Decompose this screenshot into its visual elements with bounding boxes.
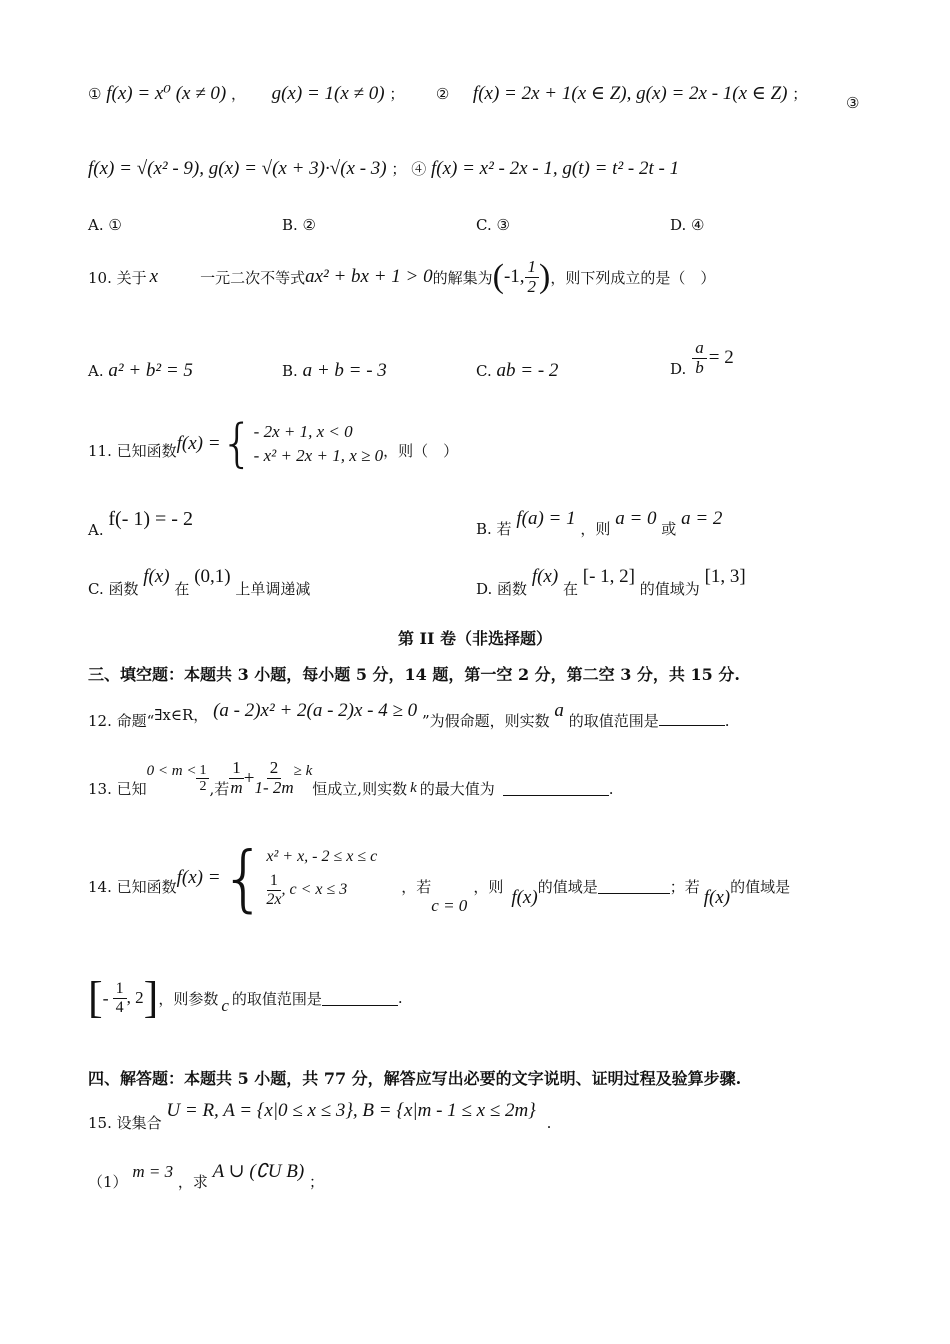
label: A.: [88, 521, 104, 539]
paren-right: ): [539, 258, 551, 296]
q10-mid: 一元二次不等式: [200, 268, 306, 287]
text: 的值域是: [730, 877, 791, 896]
label: D.: [670, 360, 687, 378]
q15-stem: [88, 1100, 552, 1132]
q14-f: f(x) =: [176, 867, 221, 888]
frac: [229, 759, 244, 797]
section-2-title: 第 II 卷（非选择题）: [397, 629, 553, 648]
q9-option-4-f: f(x) = x² - 2x - 1,: [430, 158, 558, 179]
q15-part-1-label: （1）: [88, 1173, 128, 1191]
label: C. 函数: [88, 580, 139, 598]
text: 的取值范围是: [231, 989, 322, 1008]
answer-blank[interactable]: [322, 991, 398, 1006]
frac: [196, 763, 209, 795]
separator: ；: [391, 160, 407, 178]
q13-prefix: 13. 已知: [88, 780, 147, 798]
text: 的值域是: [537, 877, 598, 896]
q9-choice-c: C. ③: [476, 216, 510, 234]
q9-option-3-g: g(x) = √(x + 3)·√(x - 3): [208, 158, 387, 179]
bracket-right: ]: [143, 973, 159, 1022]
text: ，则: [580, 520, 611, 538]
q11-suffix: ，则（ ）: [383, 441, 459, 460]
text: 上单调递减: [235, 580, 311, 598]
q9-option-2-g: g(x) = 2x - 1(x ∈ Z): [636, 83, 788, 104]
expr: a² + b² = 5: [108, 360, 193, 381]
q9-option-1-mark: ①: [88, 85, 102, 103]
q10-choice-a: [88, 360, 193, 382]
q13-cond: 0 < m <: [146, 763, 197, 779]
q14-line-2: [88, 973, 403, 1022]
answer-blank[interactable]: [659, 711, 725, 726]
separator: ；: [389, 85, 405, 103]
frac-num: 1: [229, 759, 244, 779]
q10-var: x: [149, 266, 159, 288]
frac: [692, 339, 707, 377]
cases: [254, 420, 383, 468]
q11-choice-c: [88, 566, 311, 598]
q13-mid: ,若: [209, 780, 230, 798]
text: 在: [562, 580, 578, 598]
q10-suffix: ，则下列成立的是（ ）: [550, 268, 716, 287]
q12-prefix: 12. 命题“: [88, 712, 155, 730]
case-2: [266, 872, 377, 908]
separator: ；: [792, 85, 808, 103]
q14-cond: c = 0: [431, 896, 468, 915]
case-1: x² + x, - 2 ≤ x ≤ c: [266, 847, 378, 865]
frac-den: 4: [115, 998, 124, 1016]
q10-inequality: ax² + bx + 1 > 0: [305, 266, 433, 288]
period: .: [608, 779, 614, 798]
q11-prefix: 11. 已知函数: [88, 441, 177, 460]
q11-choice-b: [476, 508, 723, 538]
period: .: [397, 989, 403, 1007]
expr: , 2: [126, 988, 144, 1007]
label: C.: [476, 362, 492, 380]
q13-stem: [88, 758, 614, 799]
frac: [113, 980, 127, 1016]
q12-expr: (a - 2)x² + 2(a - 2)x - 4 ≥ 0: [213, 700, 418, 721]
q13-geq: ≥ k: [293, 763, 313, 779]
frac-den: m: [230, 778, 243, 797]
answer-blank[interactable]: [503, 781, 609, 796]
expr: f(x): [703, 887, 731, 908]
q9-option-1-g: g(x) = 1(x ≠ 0): [271, 83, 385, 104]
text: ，求: [177, 1173, 208, 1191]
minus: -: [102, 987, 109, 1008]
q9-option-2-mark: ②: [435, 85, 450, 103]
frac-num: 1: [267, 872, 281, 891]
q9-option-line-2: [88, 158, 679, 180]
frac-den: 2x: [266, 890, 282, 908]
text: ，若: [401, 877, 432, 896]
q10-choice-d: [670, 338, 734, 378]
q9-choice-a: A. ①: [88, 216, 122, 234]
q10-after: 的解集为: [432, 268, 493, 287]
q9-choice-d: D. ④: [670, 216, 705, 234]
expr: a = 0: [615, 508, 657, 529]
q11-choice-d: [476, 566, 746, 598]
expr: f(x): [143, 566, 170, 587]
frac: [266, 872, 281, 908]
frac-den: 1- 2m: [254, 778, 294, 797]
q13-suffix: 的最大值为: [419, 780, 495, 798]
q14-stem: [88, 836, 791, 920]
case-2-rest: , c < x ≤ 3: [281, 881, 348, 898]
q10-prefix: 10. 关于: [88, 268, 147, 287]
expr: [1, 3]: [704, 566, 746, 587]
q9-option-2-f: f(x) = 2x + 1(x ∈ Z),: [472, 83, 632, 104]
q10-choice-c: [476, 360, 558, 382]
period: .: [546, 1114, 552, 1132]
text: ；若: [669, 877, 700, 896]
q13-after: 恒成立,则实数: [312, 780, 408, 798]
expr: a = 2: [681, 508, 723, 529]
separator: ，: [231, 85, 247, 103]
label: B. 若: [476, 520, 512, 538]
q12-var: a: [554, 700, 564, 721]
text: ，则: [473, 877, 504, 896]
text: 在: [174, 580, 190, 598]
frac-num: 2: [267, 759, 282, 779]
text: 或: [661, 520, 677, 538]
q14-prefix: 14. 已知函数: [88, 877, 177, 896]
section-3-heading: 三、填空题：本题共 3 小题，每小题 5 分，14 题，第一空 2 分，第二空 3 分，共 15 分.: [88, 665, 740, 684]
section-4-heading: 四、解答题：本题共 5 小题，共 77 分，解答应写出必要的文字说明、证明过程及验算步骤.: [88, 1069, 742, 1088]
frac-den: b: [695, 357, 704, 377]
q9-option-3-f: f(x) = √(x² - 9),: [88, 158, 204, 179]
q13-var: k: [410, 780, 417, 796]
brace-icon: {: [220, 414, 254, 474]
q12-suffix: 的取值范围是: [568, 712, 659, 730]
expr: m = 3: [132, 1162, 174, 1181]
case-1: - 2x + 1, x < 0: [253, 422, 353, 442]
label: B.: [282, 362, 298, 380]
q11-stem: [88, 414, 459, 474]
q12-exists: ∃x∈R，: [154, 706, 209, 724]
var: c: [221, 996, 229, 1015]
expr: a + b = - 3: [302, 360, 387, 381]
q15-part-1: [88, 1160, 324, 1191]
q9-option-1-f: f(x) = x⁰ (x ≠ 0): [106, 83, 227, 104]
text: ，则参数: [158, 989, 219, 1008]
text: 的值域为: [639, 580, 700, 598]
q15-prefix: 15. 设集合: [88, 1114, 162, 1132]
frac-num: a: [692, 339, 707, 359]
expr: f(a) = 1: [516, 508, 576, 529]
expr: [- 1, 2]: [582, 566, 635, 587]
q9-option-4-mark: ④: [411, 160, 427, 178]
q10-stem: [88, 258, 715, 296]
q15-sets: U = R, A = {x|0 ≤ x ≤ 3}, B = {x|m - 1 ≤ x ≤ 2m}: [166, 1100, 536, 1121]
answer-blank[interactable]: [598, 879, 670, 894]
q11-f: f(x) =: [176, 433, 221, 454]
frac-den: 2: [199, 779, 207, 794]
period: .: [724, 712, 730, 730]
expr: (0,1): [194, 566, 231, 587]
text: ；: [308, 1173, 324, 1191]
q12-stem: [88, 700, 730, 730]
expr: ab = - 2: [496, 360, 559, 381]
expr: = 2: [708, 347, 734, 368]
case-2: - x² + 2x + 1, x ≥ 0: [253, 446, 384, 465]
frac-num: 1: [113, 980, 127, 999]
q10-choice-b: [282, 360, 387, 382]
label: A.: [88, 362, 104, 380]
expr: f(- 1) = - 2: [108, 508, 193, 530]
frac-den: 2: [527, 276, 537, 296]
q11-choice-a: [88, 508, 193, 539]
expr: A ∪ (∁U B): [212, 1161, 305, 1182]
label: D. 函数: [476, 580, 528, 598]
plus: +: [243, 767, 255, 789]
frac-num: 1: [525, 258, 540, 278]
q12-mid: ”为假命题，则实数: [421, 712, 550, 730]
expr: f(x): [531, 566, 559, 587]
brace-icon: {: [220, 836, 267, 920]
frac-num: 1: [196, 763, 209, 779]
q9-choice-b: B. ②: [282, 216, 317, 234]
q9-option-line-1: [88, 82, 807, 105]
frac: [254, 759, 293, 797]
expr: f(x): [511, 887, 538, 908]
q9-option-4-g: g(t) = t² - 2t - 1: [562, 158, 680, 179]
q10-interval-left: -1,: [503, 266, 525, 288]
cases: [266, 848, 377, 908]
q10-interval-frac: [525, 258, 540, 296]
paren-left: (: [492, 258, 504, 296]
bracket-left: [: [88, 973, 103, 1022]
q9-option-3-mark: ③: [846, 94, 860, 112]
